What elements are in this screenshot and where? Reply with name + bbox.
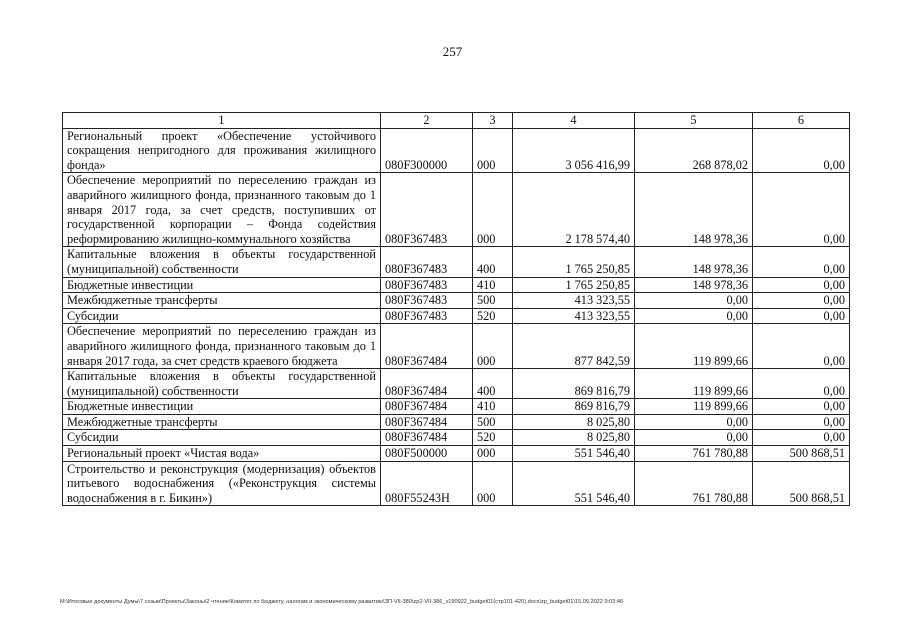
cell-value-4: 3 056 416,99 <box>513 128 635 173</box>
budget-table-body <box>63 113 850 506</box>
cell-value-4: 413 323,55 <box>513 308 635 324</box>
cell-code: 080F367484 <box>381 430 473 446</box>
table-row <box>63 247 850 277</box>
cell-value-6: 0,00 <box>753 128 850 173</box>
cell-value-5: 119 899,66 <box>635 399 753 415</box>
cell-value-4: 8 025,80 <box>513 430 635 446</box>
table-row <box>63 461 850 506</box>
header-col-2: 2 <box>381 113 473 129</box>
cell-code: 080F500000 <box>381 446 473 462</box>
budget-table <box>62 112 850 506</box>
table-row <box>63 446 850 462</box>
cell-type: 000 <box>473 324 513 369</box>
table-row <box>63 277 850 293</box>
table-row <box>63 173 850 247</box>
cell-name: Бюджетные инвестиции <box>63 399 381 415</box>
cell-name: Бюджетные инвестиции <box>63 277 381 293</box>
cell-value-6: 0,00 <box>753 173 850 247</box>
cell-value-5: 148 978,36 <box>635 277 753 293</box>
cell-value-6: 0,00 <box>753 308 850 324</box>
table-row <box>63 128 850 173</box>
cell-value-5: 0,00 <box>635 308 753 324</box>
cell-value-4: 869 816,79 <box>513 369 635 399</box>
cell-value-5: 148 978,36 <box>635 173 753 247</box>
cell-value-6: 0,00 <box>753 324 850 369</box>
header-col-5: 5 <box>635 113 753 129</box>
cell-code: 080F367484 <box>381 369 473 399</box>
cell-value-5: 119 899,66 <box>635 369 753 399</box>
cell-name: Капитальные вложения в объекты государственной (муниципальной) собственности <box>63 369 381 399</box>
cell-value-4: 551 546,40 <box>513 461 635 506</box>
cell-name: Межбюджетные трансферты <box>63 414 381 430</box>
cell-value-6: 500 868,51 <box>753 446 850 462</box>
cell-value-6: 500 868,51 <box>753 461 850 506</box>
cell-value-4: 877 842,59 <box>513 324 635 369</box>
cell-type: 000 <box>473 128 513 173</box>
cell-code: 080F367484 <box>381 414 473 430</box>
cell-value-4: 551 546,40 <box>513 446 635 462</box>
cell-type: 500 <box>473 293 513 309</box>
cell-name: Региональный проект «Обеспечение устойчивого сокращения непригодного для проживания жилищного фонда» <box>63 128 381 173</box>
table-row <box>63 430 850 446</box>
cell-value-6: 0,00 <box>753 369 850 399</box>
cell-code: 080F367483 <box>381 173 473 247</box>
table-row <box>63 324 850 369</box>
cell-value-4: 1 765 250,85 <box>513 247 635 277</box>
cell-value-5: 0,00 <box>635 293 753 309</box>
cell-name: Обеспечение мероприятий по переселению граждан из аварийного жилищного фонда, признанного таковым до 1 января 2017 года, за счет средств, поступивших от государственной корпорации – Фонда содействия реформированию жилищно-коммунального хозяйства <box>63 173 381 247</box>
header-col-1: 1 <box>63 113 381 129</box>
table-row <box>63 293 850 309</box>
cell-type: 410 <box>473 399 513 415</box>
cell-type: 500 <box>473 414 513 430</box>
cell-code: 080F367484 <box>381 324 473 369</box>
cell-code: 080F55243Н <box>381 461 473 506</box>
table-header-row <box>63 113 850 129</box>
cell-name: Региональный проект «Чистая вода» <box>63 446 381 462</box>
cell-type: 000 <box>473 461 513 506</box>
cell-code: 080F367484 <box>381 399 473 415</box>
table-row <box>63 308 850 324</box>
cell-type: 400 <box>473 247 513 277</box>
header-col-6: 6 <box>753 113 850 129</box>
cell-code: 080F367483 <box>381 308 473 324</box>
cell-name: Межбюджетные трансферты <box>63 293 381 309</box>
cell-code: 080F367483 <box>381 247 473 277</box>
cell-type: 520 <box>473 308 513 324</box>
cell-value-5: 268 878,02 <box>635 128 753 173</box>
document-file-path: M:\Итоговые документы Думы\7 созыв\Проекты\Законы\2 чтение\Комитет по бюджету, налогам и экономическому развитию\ЗП-VII-380\zp2-VII-386_v190922_budget01(стр101-420).docx\zp_budget01\15.09.2022 9:03:46 <box>60 599 624 605</box>
cell-value-4: 413 323,55 <box>513 293 635 309</box>
cell-value-6: 0,00 <box>753 414 850 430</box>
cell-code: 080F367483 <box>381 277 473 293</box>
cell-name: Капитальные вложения в объекты государственной (муниципальной) собственности <box>63 247 381 277</box>
cell-value-5: 0,00 <box>635 414 753 430</box>
cell-value-4: 869 816,79 <box>513 399 635 415</box>
cell-value-5: 119 899,66 <box>635 324 753 369</box>
header-col-4: 4 <box>513 113 635 129</box>
cell-value-5: 761 780,88 <box>635 446 753 462</box>
cell-value-5: 148 978,36 <box>635 247 753 277</box>
cell-code: 080F367483 <box>381 293 473 309</box>
cell-value-6: 0,00 <box>753 277 850 293</box>
cell-value-6: 0,00 <box>753 430 850 446</box>
cell-type: 000 <box>473 446 513 462</box>
cell-name: Строительство и реконструкция (модернизация) объектов питьевого водоснабжения («Реконструкция системы водоснабжения в г. Бикин») <box>63 461 381 506</box>
header-col-3: 3 <box>473 113 513 129</box>
table-row <box>63 399 850 415</box>
table-row <box>63 414 850 430</box>
cell-value-5: 761 780,88 <box>635 461 753 506</box>
cell-value-6: 0,00 <box>753 293 850 309</box>
cell-value-4: 1 765 250,85 <box>513 277 635 293</box>
cell-name: Обеспечение мероприятий по переселению граждан из аварийного жилищного фонда, признанного таковым до 1 января 2017 года, за счет средств краевого бюджета <box>63 324 381 369</box>
cell-value-5: 0,00 <box>635 430 753 446</box>
cell-type: 000 <box>473 173 513 247</box>
cell-name: Субсидии <box>63 308 381 324</box>
cell-value-6: 0,00 <box>753 247 850 277</box>
cell-value-6: 0,00 <box>753 399 850 415</box>
cell-code: 080F300000 <box>381 128 473 173</box>
cell-name: Субсидии <box>63 430 381 446</box>
page-number: 257 <box>442 44 463 59</box>
cell-value-4: 2 178 574,40 <box>513 173 635 247</box>
cell-value-4: 8 025,80 <box>513 414 635 430</box>
cell-type: 520 <box>473 430 513 446</box>
table-row <box>63 369 850 399</box>
cell-type: 400 <box>473 369 513 399</box>
cell-type: 410 <box>473 277 513 293</box>
